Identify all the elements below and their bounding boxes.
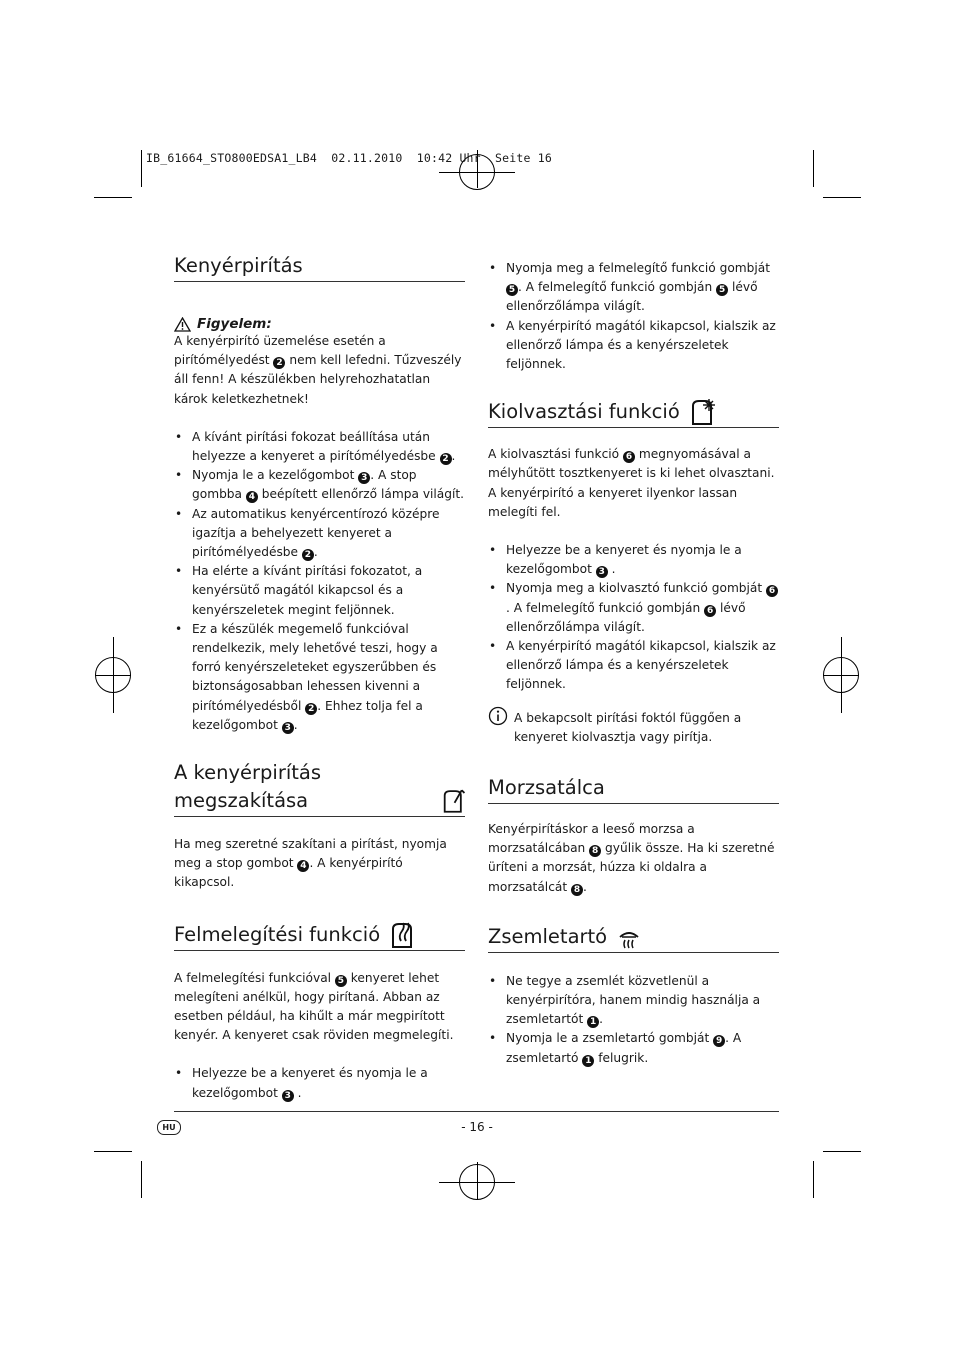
print-header: IB_61664_STO800EDSA1_LB4 02.11.2010 10:42 Uhr Seite 16 xyxy=(146,151,553,165)
section-text: Kenyérpirításkor a leeső morzsa a morzsatálcában 8 gyűlik össze. Ha ki szeretné üríteni a morzsát, húzza ki oldalra a morzsatálcát 8 . xyxy=(488,822,775,895)
warning-text: A kenyérpirító üzemelése esetén a pirítómélyedést 2 nem kell lefedni. Tűzveszély áll fenn! A készülékben helyrehozhatatlan károk keletkezhetnek! xyxy=(174,334,462,406)
section-title-kiolvasztas: Kiolvasztási funkció xyxy=(488,398,779,428)
steps-list xyxy=(174,1064,465,1102)
list-item: • Nyomja le a zsemletartó gombját 9 . A zsemletartó 1 felugrik. xyxy=(488,1029,779,1067)
section-title-felmelegites: Felmelegítési funkció xyxy=(174,921,465,951)
list-item: • Helyezze be a kenyeret és nyomja le a kezelőgombot 3 . xyxy=(174,1064,465,1102)
footer-rule xyxy=(174,1111,779,1112)
toaster-warm-icon xyxy=(390,921,416,949)
list-item: • A kívánt pirítási fokozat beállítása után helyezze a kenyeret a pirítómélyedésbe 2 . xyxy=(174,428,465,466)
section-text: A felmelegítési funkcióval 5 kenyeret lehet melegíteni anélkül, hogy pirítaná. Abban az esetben például, ha kihűlt a már megpirított kenyér. A kenyeret csak röviden megmelegíti. xyxy=(174,970,454,1043)
section-title-megszakitas: A kenyérpirítás megszakítása xyxy=(174,759,465,817)
crop-mark xyxy=(813,1161,814,1198)
crop-mark xyxy=(823,197,861,198)
page-number: - 16 - xyxy=(461,1120,493,1134)
info-icon xyxy=(488,706,508,726)
warning-heading: Figyelem: xyxy=(174,316,465,332)
list-item: • Az automatikus kenyércentírozó középre igazítja a behelyezett kenyeret a pirítómélyedésbe 2 . xyxy=(174,505,465,563)
section-title-zsemletarto: Zsemletartó xyxy=(488,923,779,953)
list-item: • A kenyérpirító magától kikapcsol, kialszik az ellenőrző lámpa és a kenyérszeletek feljönnek. xyxy=(488,317,779,375)
crop-mark xyxy=(823,1151,861,1152)
section-title-morzsatalca: Morzsatálca xyxy=(488,774,779,804)
crop-mark xyxy=(94,1151,132,1152)
toaster-stop-icon xyxy=(442,787,465,815)
warning-icon xyxy=(174,317,191,332)
steps-list xyxy=(174,428,465,735)
left-column xyxy=(174,252,465,1103)
list-item: • Ez a készülék megemelő funkcióval rendelkezik, mely lehetővé teszi, hogy a forró kenyérszeleteket egyszerűbben és biztonságosabban lehessen kivenni a pirítómélyedésből 2 . Ehhez tolja fel a kezelőgombot 3 . xyxy=(174,620,465,735)
steps-list xyxy=(488,541,779,695)
crop-mark xyxy=(94,197,132,198)
toaster-defrost-icon xyxy=(690,398,716,426)
crop-mark xyxy=(141,150,142,187)
crop-mark xyxy=(813,150,814,187)
list-item: • A kenyérpirító magától kikapcsol, kialszik az ellenőrző lámpa és a kenyérszeletek feljönnek. xyxy=(488,637,779,695)
crop-mark xyxy=(141,1161,142,1198)
right-column xyxy=(488,259,779,1068)
language-badge: HU xyxy=(157,1120,181,1135)
list-item: • Nyomja meg a kiolvasztó funkció gombját 6. A felmelegítő funkció gombján 6 lévő ellenőrzőlámpa világít. xyxy=(488,579,779,637)
steps-list xyxy=(488,972,779,1068)
list-item: • Helyezze be a kenyeret és nyomja le a kezelőgombot 3 . xyxy=(488,541,779,579)
bun-warmer-icon xyxy=(617,927,641,951)
section-text: Ha meg szeretné szakítani a pirítást, nyomja meg a stop gombot 4 . A kenyérpirító kikapcsol. xyxy=(174,837,447,890)
list-item: • Ha elérte a kívánt pirítási fokozatot, a kenyérsütő magától kikapcsol és a kenyérszeletek megint feljönnek. xyxy=(174,562,465,620)
list-item: • Nyomja meg a felmelegítő funkció gombját 5 . A felmelegítő funkció gombján 5 lévő ellenőrzőlámpa világít. xyxy=(488,259,779,317)
section-text: A kiolvasztási funkció 6 megnyomásával a mélyhűtött tosztkenyeret is ki lehet olvasztani. A kenyérpirító a kenyeret ilyenkor lassan melegíti fel. xyxy=(488,447,775,519)
list-item: • Nyomja le a kezelőgombot 3 . A stop gombba 4 beépített ellenőrző lámpa világít. xyxy=(174,466,465,504)
steps-list xyxy=(488,259,779,374)
info-note: A bekapcsolt pirítási foktól függően a kenyeret kiolvasztja vagy pirítja. xyxy=(488,709,779,747)
list-item: • Ne tegye a zsemlét közvetlenül a kenyérpirítóra, hanem mindig használja a zsemletartót 1 . xyxy=(488,972,779,1030)
section-title-kenyerpiritas: Kenyérpirítás xyxy=(174,252,465,282)
